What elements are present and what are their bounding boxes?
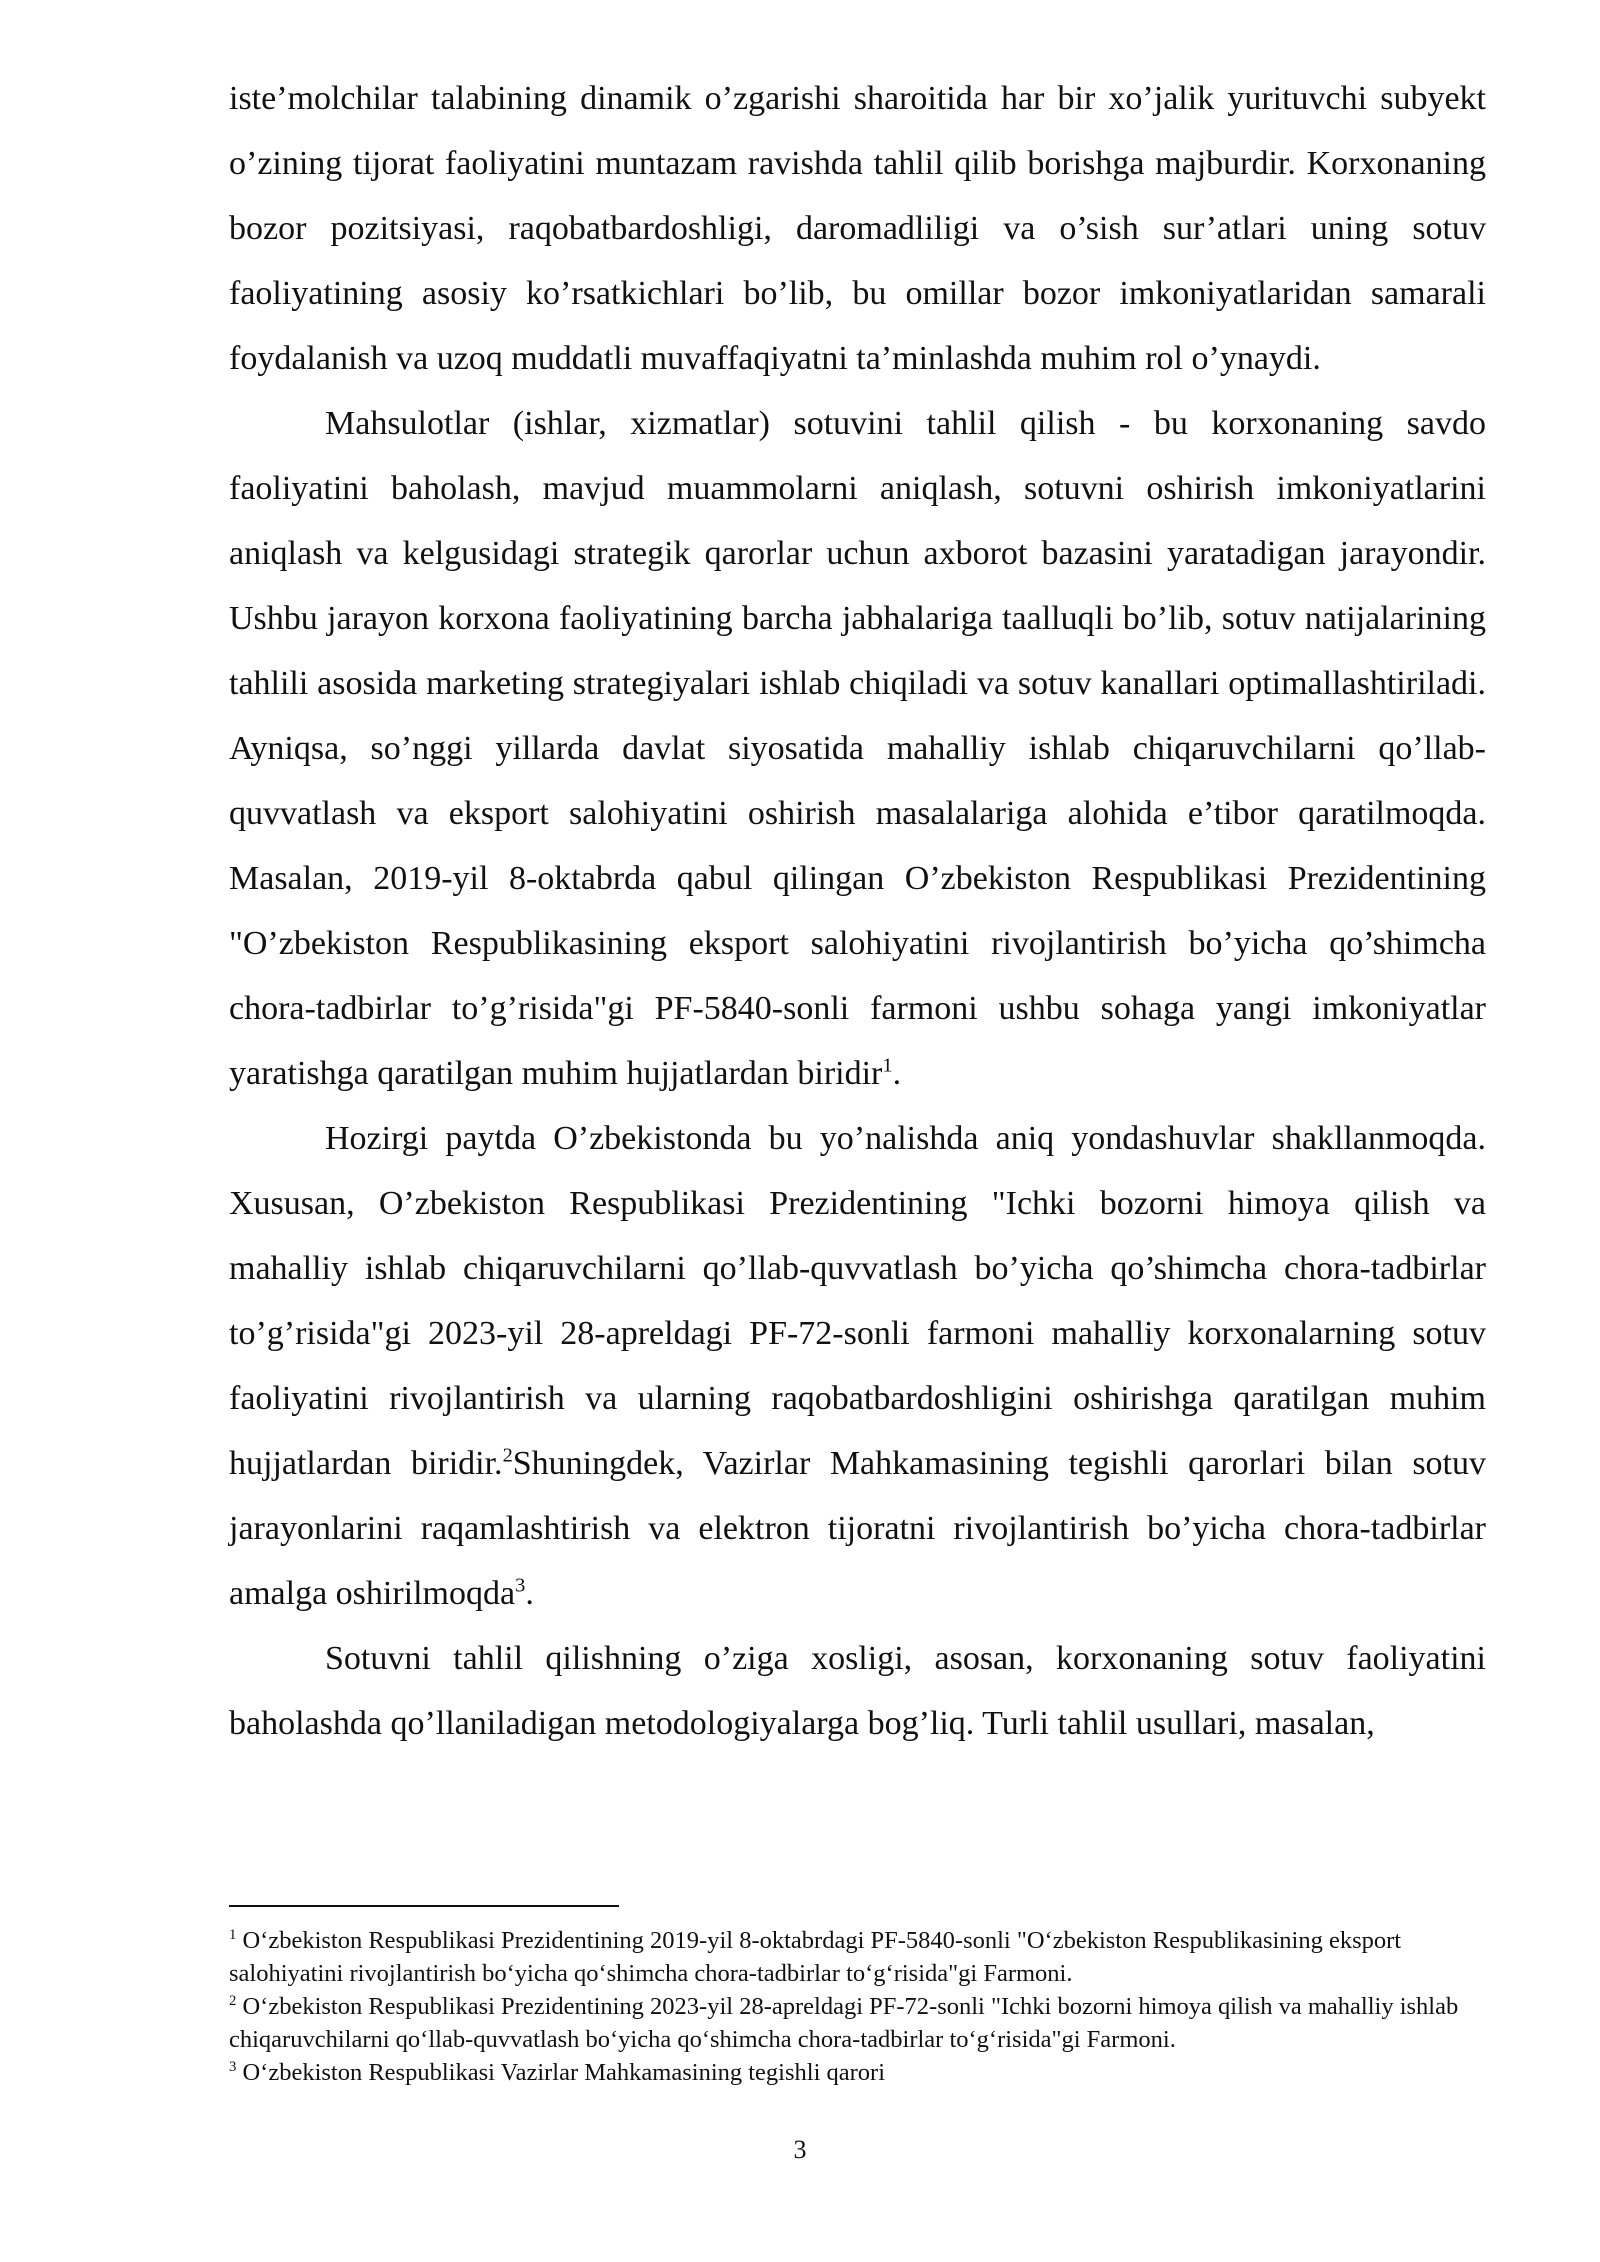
footnote-2 [229, 1990, 1486, 2056]
footnote-marker: 1 [229, 1926, 237, 1943]
footnote-1 [229, 1924, 1486, 1990]
footnotes [229, 1924, 1486, 2089]
footnote-ref-2[interactable]: 2 [502, 1444, 513, 1467]
paragraph-text: . [892, 1055, 902, 1092]
footnote-marker: 2 [229, 1992, 237, 2009]
paragraph-4 [229, 1626, 1486, 1756]
footnote-ref-3[interactable]: 3 [515, 1574, 526, 1597]
footnote-marker: 3 [229, 2058, 237, 2075]
footnote-ref-1[interactable]: 1 [882, 1054, 893, 1077]
body-text [229, 66, 1486, 1756]
footnote-text: O‘zbekiston Respublikasi Vazirlar Mahkamasining tegishli qarori [236, 2059, 886, 2086]
page-number: 3 [793, 2135, 807, 2164]
paragraph-text: Shuningdek, Vazirlar Mahkamasining tegishli qarorlari bilan sotuv jarayonlarini raqamlashtirish va elektron tijoratni rivojlantirish bo’yicha chora-tadbirlar amalga oshirilmoqda [229, 1445, 1486, 1612]
footnote-3 [229, 2056, 1486, 2089]
paragraph-2 [229, 391, 1486, 1106]
paragraph-text: Sotuvni tahlil qilishning o’ziga xosligi, asosan, korxonaning sotuv faoliyatini baholashda qo’llaniladigan metodologiyalarga bog’liq. Turli tahlil usullari, masalan, [229, 1640, 1486, 1742]
footnote-separator [229, 1905, 619, 1907]
footnote-text: O‘zbekiston Respublikasi Prezidentining 2019-yil 8-oktabrdagi PF-5840-sonli "O‘zbekiston Respublikasining eksport salohiyatini rivojlantirish bo‘yicha qo‘shimcha chora-tadbirlar to‘g‘risida"gi Farmoni. [229, 1927, 1402, 1987]
paragraph-text: . [525, 1575, 534, 1612]
paragraph-text: Hozirgi paytda O’zbekistonda bu yo’nalishda aniq yondashuvlar shakllanmoqda. Xususan, O’zbekiston Respublikasi Prezidentining "Ichki bozorni himoya qilish va mahalliy ishlab chiqaruvchilarni qo’llab-quvvatlash bo’yicha qo’shimcha chora-tadbirlar to’g’risida"gi 2023-yil 28-apreldagi PF-72-sonli farmoni mahalliy korxonalarning sotuv faoliyatini rivojlantirish va ularning raqobatbardoshligini oshirishga qaratilgan muhim hujjatlardan biridir. [229, 1120, 1486, 1482]
footnote-text: O‘zbekiston Respublikasi Prezidentining 2023-yil 28-apreldagi PF-72-sonli "Ichki bozorni himoya qilish va mahalliy ishlab chiqaruvchilarni qo‘llab-quvvatlash bo‘yicha qo‘shimcha chora-tadbirlar to‘g‘risida"gi Farmoni. [229, 1993, 1459, 2053]
paragraph-text: iste’molchilar talabining dinamik o’zgarishi sharoitida har bir xo’jalik yurituvchi subyekt o’zining tijorat faoliyatini muntazam ravishda tahlil qilib borishga majburdir. Korxonaning bozor pozitsiyasi, raqobatbardoshligi, daromadliligi va o’sish sur’atlari uning sotuv faoliyatining asosiy ko’rsatkichlari bo’lib, bu omillar bozor imkoniyatlaridan samarali foydalanish va uzoq muddatli muvaffaqiyatni ta’minlashda muhim rol o’ynaydi. [229, 80, 1486, 377]
paragraph-3 [229, 1106, 1486, 1626]
paragraph-1 [229, 66, 1486, 391]
paragraph-text: Mahsulotlar (ishlar, xizmatlar) sotuvini tahlil qilish - bu korxonaning savdo faoliyatini baholash, mavjud muammolarni aniqlash, sotuvni oshirish imkoniyatlarini aniqlash va kelgusidagi strategik qarorlar uchun axborot bazasini yaratadigan jarayondir. Ushbu jarayon korxona faoliyatining barcha jabhalariga taalluqli bo’lib, sotuv natijalarining tahlili asosida marketing strategiyalari ishlab chiqiladi va sotuv kanallari optimallashtiriladi. Ayniqsa, so’nggi yillarda davlat siyosatida mahalliy ishlab chiqaruvchilarni qo’llab-quvvatlash va eksport salohiyatini oshirish masalalariga alohida e’tibor qaratilmoqda. Masalan, 2019-yil 8-oktabrda qabul qilingan O’zbekiston Respublikasi Prezidentining "O’zbekiston Respublikasining eksport salohiyatini rivojlantirish bo’yicha qo’shimcha chora-tadbirlar to’g’risida"gi PF-5840-sonli farmoni ushbu sohaga yangi imkoniyatlar yaratishga qaratilgan muhim hujjatlardan biridir [229, 405, 1486, 1092]
